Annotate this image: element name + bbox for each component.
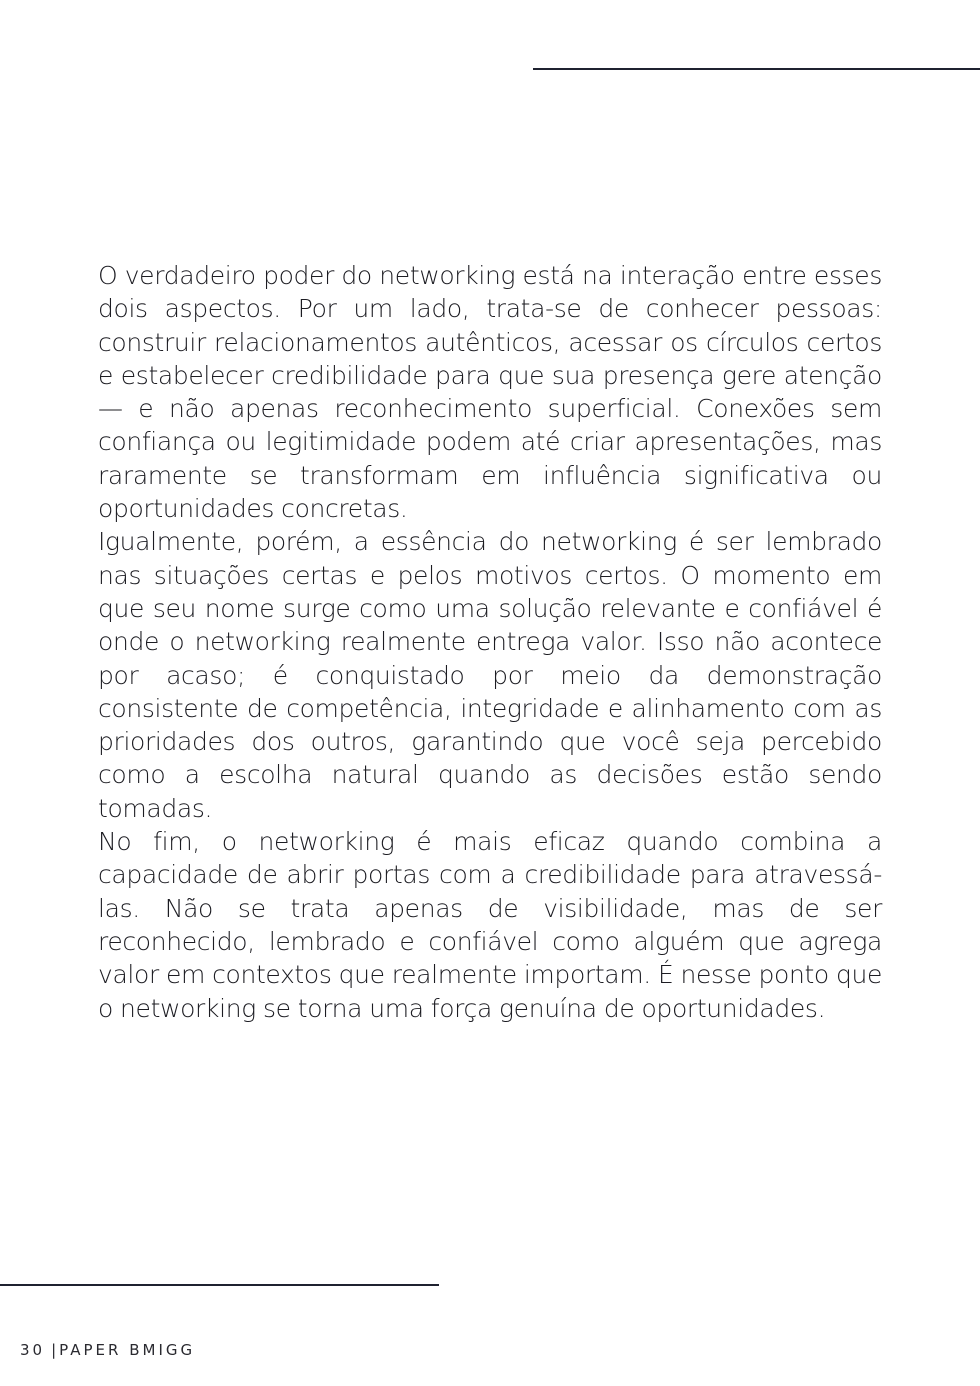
paragraph-1: O verdadeiro poder do networking está na interação entre esses dois aspectos. Por um lado, trata-se de conhecer pessoas: construir relacionamentos autênticos, acessar os círculos certos e estabelecer credibilidade para que sua presença gere atenção — e não apenas reconhecimento superficial. Conexões sem confiança ou legitimidade podem até criar apresentações, mas raramente se transformam em influência significativa ou oportunidades concretas. xyxy=(98,261,882,524)
paragraph-3: No fim, o networking é mais eficaz quando combina a capacidade de abrir portas com a credibilidade para atravessá-las. Não se trata apenas de visibilidade, mas de ser reconhecido, lembrado e confiável como alguém que agrega valor em contextos que realmente importam. É nesse ponto que o networking se torna uma força genuína de oportunidades. xyxy=(98,827,882,1023)
bottom-divider-line xyxy=(0,1284,439,1286)
page-number: 30 xyxy=(20,1341,46,1359)
paragraph-2: Igualmente, porém, a essência do networking é ser lembrado nas situações certas e pelos motivos certos. O momento em que seu nome surge como uma solução relevante e confiável é onde o networking realmente entrega valor. Isso não acontece por acaso; é conquistado por meio da demonstração consistente de competência, integridade e alinhamento com as prioridades dos outros, garantindo que você seja percebido como a escolha natural quando as decisões estão sendo tomadas. xyxy=(98,527,882,823)
footer-separator: | xyxy=(51,1341,60,1359)
body-text xyxy=(98,259,882,1025)
publication-name: PAPER BMIGG xyxy=(59,1341,196,1359)
top-divider-line xyxy=(533,68,980,70)
page-footer xyxy=(20,1341,195,1359)
